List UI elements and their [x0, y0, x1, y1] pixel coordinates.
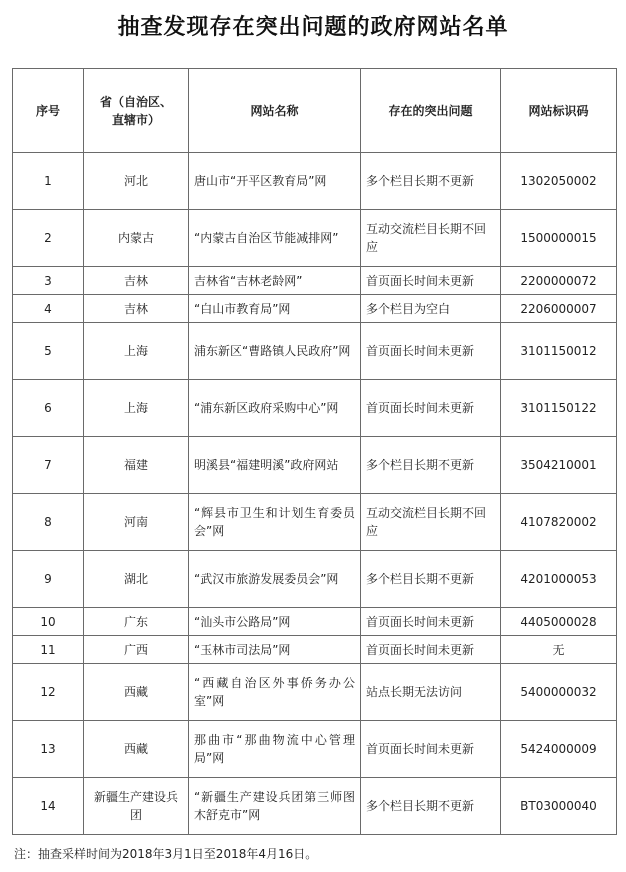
- cell-site-code: 4405000028: [501, 608, 617, 636]
- cell-idx: 7: [13, 437, 84, 494]
- cell-idx: 4: [13, 295, 84, 323]
- cell-site-code: 2200000072: [501, 267, 617, 295]
- cell-site-code: 1302050002: [501, 153, 617, 210]
- cell-site-code: 5400000032: [501, 664, 617, 721]
- cell-issue: 首页面长时间未更新: [361, 267, 501, 295]
- cell-site-name: 那曲市“那曲物流中心管理局”网: [189, 721, 361, 778]
- header-site: 网站名称: [189, 69, 361, 153]
- cell-issue: 多个栏目长期不更新: [361, 437, 501, 494]
- cell-issue: 互动交流栏目长期不回应: [361, 210, 501, 267]
- cell-idx: 13: [13, 721, 84, 778]
- cell-site-name: 浦东新区“曹路镇人民政府”网: [189, 323, 361, 380]
- table-row: [13, 664, 617, 721]
- cell-issue: 多个栏目长期不更新: [361, 778, 501, 835]
- cell-site-code: 2206000007: [501, 295, 617, 323]
- cell-issue: 首页面长时间未更新: [361, 721, 501, 778]
- cell-idx: 14: [13, 778, 84, 835]
- cell-site-name: “浦东新区政府采购中心”网: [189, 380, 361, 437]
- cell-site-code: 1500000015: [501, 210, 617, 267]
- cell-idx: 9: [13, 551, 84, 608]
- cell-site-name: “内蒙古自治区节能减排网”: [189, 210, 361, 267]
- cell-province: 吉林: [84, 295, 189, 323]
- cell-site-code: 无: [501, 636, 617, 664]
- table-row: [13, 380, 617, 437]
- table-row: [13, 210, 617, 267]
- header-code: 网站标识码: [501, 69, 617, 153]
- table-row: [13, 636, 617, 664]
- cell-province: 上海: [84, 323, 189, 380]
- cell-province: 吉林: [84, 267, 189, 295]
- table-row: [13, 295, 617, 323]
- cell-site-name: “西藏自治区外事侨务办公室”网: [189, 664, 361, 721]
- cell-province: 新疆生产建设兵团: [84, 778, 189, 835]
- table-row: [13, 437, 617, 494]
- cell-site-code: 4107820002: [501, 494, 617, 551]
- cell-issue: 站点长期无法访问: [361, 664, 501, 721]
- cell-idx: 2: [13, 210, 84, 267]
- cell-province: 广东: [84, 608, 189, 636]
- cell-site-code: 5424000009: [501, 721, 617, 778]
- cell-site-name: “白山市教育局”网: [189, 295, 361, 323]
- table-row: [13, 608, 617, 636]
- cell-idx: 12: [13, 664, 84, 721]
- cell-issue: 互动交流栏目长期不回应: [361, 494, 501, 551]
- cell-idx: 10: [13, 608, 84, 636]
- table-row: [13, 494, 617, 551]
- cell-issue: 首页面长时间未更新: [361, 636, 501, 664]
- cell-site-name: “汕头市公路局”网: [189, 608, 361, 636]
- table-row: [13, 153, 617, 210]
- cell-province: 西藏: [84, 721, 189, 778]
- table-row: [13, 323, 617, 380]
- table-row: [13, 267, 617, 295]
- page-title: 抽查发现存在突出问题的政府网站名单: [117, 14, 509, 40]
- cell-site-code: 3101150122: [501, 380, 617, 437]
- cell-issue: 首页面长时间未更新: [361, 323, 501, 380]
- cell-site-name: “辉县市卫生和计划生育委员会”网: [189, 494, 361, 551]
- cell-site-code: 4201000053: [501, 551, 617, 608]
- cell-site-name: “玉林市司法局”网: [189, 636, 361, 664]
- cell-idx: 5: [13, 323, 84, 380]
- cell-idx: 1: [13, 153, 84, 210]
- cell-site-code: 3101150012: [501, 323, 617, 380]
- cell-site-name: “新疆生产建设兵团第三师图木舒克市”网: [189, 778, 361, 835]
- cell-issue: 多个栏目长期不更新: [361, 551, 501, 608]
- cell-issue: 多个栏目为空白: [361, 295, 501, 323]
- cell-idx: 8: [13, 494, 84, 551]
- cell-site-code: 3504210001: [501, 437, 617, 494]
- cell-site-name: 唐山市“开平区教育局”网: [189, 153, 361, 210]
- cell-province: 广西: [84, 636, 189, 664]
- cell-province: 西藏: [84, 664, 189, 721]
- table-row: [13, 721, 617, 778]
- cell-province: 河北: [84, 153, 189, 210]
- cell-province: 福建: [84, 437, 189, 494]
- cell-province: 湖北: [84, 551, 189, 608]
- cell-idx: 11: [13, 636, 84, 664]
- cell-province: 内蒙古: [84, 210, 189, 267]
- header-issue: 存在的突出问题: [361, 69, 501, 153]
- table-header-row: [13, 69, 617, 153]
- cell-site-name: “武汉市旅游发展委员会”网: [189, 551, 361, 608]
- cell-issue: 多个栏目长期不更新: [361, 153, 501, 210]
- cell-issue: 首页面长时间未更新: [361, 608, 501, 636]
- table-row: [13, 551, 617, 608]
- cell-site-name: 明溪县“福建明溪”政府网站: [189, 437, 361, 494]
- cell-site-code: BT03000040: [501, 778, 617, 835]
- cell-issue: 首页面长时间未更新: [361, 380, 501, 437]
- header-idx: 序号: [13, 69, 84, 153]
- header-province: 省（自治区、直辖市）: [84, 69, 189, 153]
- cell-province: 河南: [84, 494, 189, 551]
- website-list-table: [12, 68, 617, 835]
- table-row: [13, 778, 617, 835]
- cell-site-name: 吉林省“吉林老龄网”: [189, 267, 361, 295]
- footnote: 注：抽查采样时间为2018年3月1日至2018年4月16日。: [14, 847, 318, 861]
- cell-idx: 3: [13, 267, 84, 295]
- table-body: [13, 153, 617, 835]
- cell-idx: 6: [13, 380, 84, 437]
- cell-province: 上海: [84, 380, 189, 437]
